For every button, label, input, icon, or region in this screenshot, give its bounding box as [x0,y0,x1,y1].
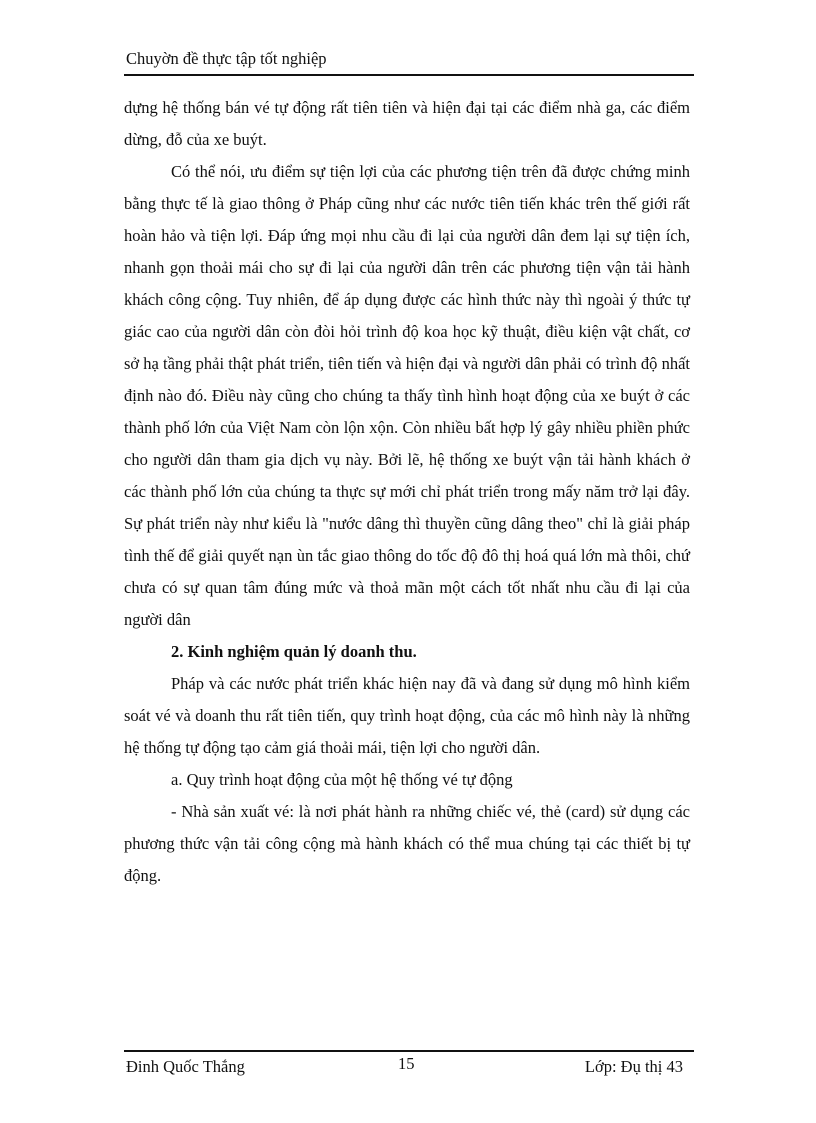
subheading-ticket-process: a. Quy trình hoạt động của một hệ thống vé tự động [171,770,513,789]
page-header [124,48,694,76]
paragraph-ticket-producer: - Nhà sản xuất vé: là nơi phát hành ra những chiếc vé, thẻ (card) sử dụng các phương thức vận tải công cộng mà hành khách có thể mua chúng tại các thiết bị tự động. [124,802,690,885]
section-heading: 2. Kinh nghiệm quản lý doanh thu. [171,642,417,661]
header-title: Chuyờn đề thực tập tốt nghiệp [126,49,327,68]
page-number: 15 [398,1054,415,1073]
paragraph-advantages: Có thể nói, ưu điểm sự tiện lợi của các phương tiện trên đã được chứng minh bằng thực tế là giao thông ở Pháp cũng như các nước tiên tiến khác trên thế giới rất hoàn hảo và tiện lợi. Đáp ứng mọi nhu cầu đi lại của người dân đem lại sự tiện ích, nhanh gọn thoải mái cho sự đi lại của người dân trên các phương tiện vận tải hành khách công cộng. Tuy nhiên, để áp dụng được các hình thức này thì ngoài ý thức tự giác cao của người dân còn đòi hỏi trình độ koa học kỹ thuật, điều kiện vật chất, cơ sở hạ tầng phải thật phát triển, tiên tiến và hiện đại và người dân phải có trình độ nhất định nào đó. Điều này cũng cho chúng ta thấy tình hình hoạt động của xe buýt ở các thành phố lớn của Việt Nam còn lộn xộn. Còn nhiều bất hợp lý gây nhiều phiền phức cho người dân tham gia dịch vụ này. Bởi lẽ, hệ thống xe buýt vận tải hành khách ở các thành phố lớn của chúng ta thực sự mới chỉ phát triển trong mấy năm trở lại đây. Sự phát triển này như kiểu là "nước dâng thì thuyền cũng dâng theo" chỉ là giải pháp tình thế để giải quyết nạn ùn tắc giao thông do tốc độ đô thị hoá quá lớn mà thôi, chứ chưa có sự quan tâm đúng mức và thoả mãn một cách tốt nhất nhu cầu đi lại của người dân [124,162,690,629]
paragraph-continuation: dựng hệ thống bán vé tự động rất tiên tiên và hiện đại tại các điểm nhà ga, các điểm dừng, đỗ của xe buýt. [124,98,690,149]
footer-author: Đinh Quốc Thắng [126,1057,245,1076]
page-footer [124,1050,694,1084]
document-body [124,92,690,892]
paragraph-revenue-model: Pháp và các nước phát triển khác hiện nay đã và đang sử dụng mô hình kiểm soát vé và doanh thu rất tiên tiến, quy trình hoạt động, của các mô hình này là những hệ thống tự động tạo cảm giá thoải mái, tiện lợi cho người dân. [124,674,690,757]
footer-class-label: Lớp: Đụ thị 43 [584,1057,683,1076]
